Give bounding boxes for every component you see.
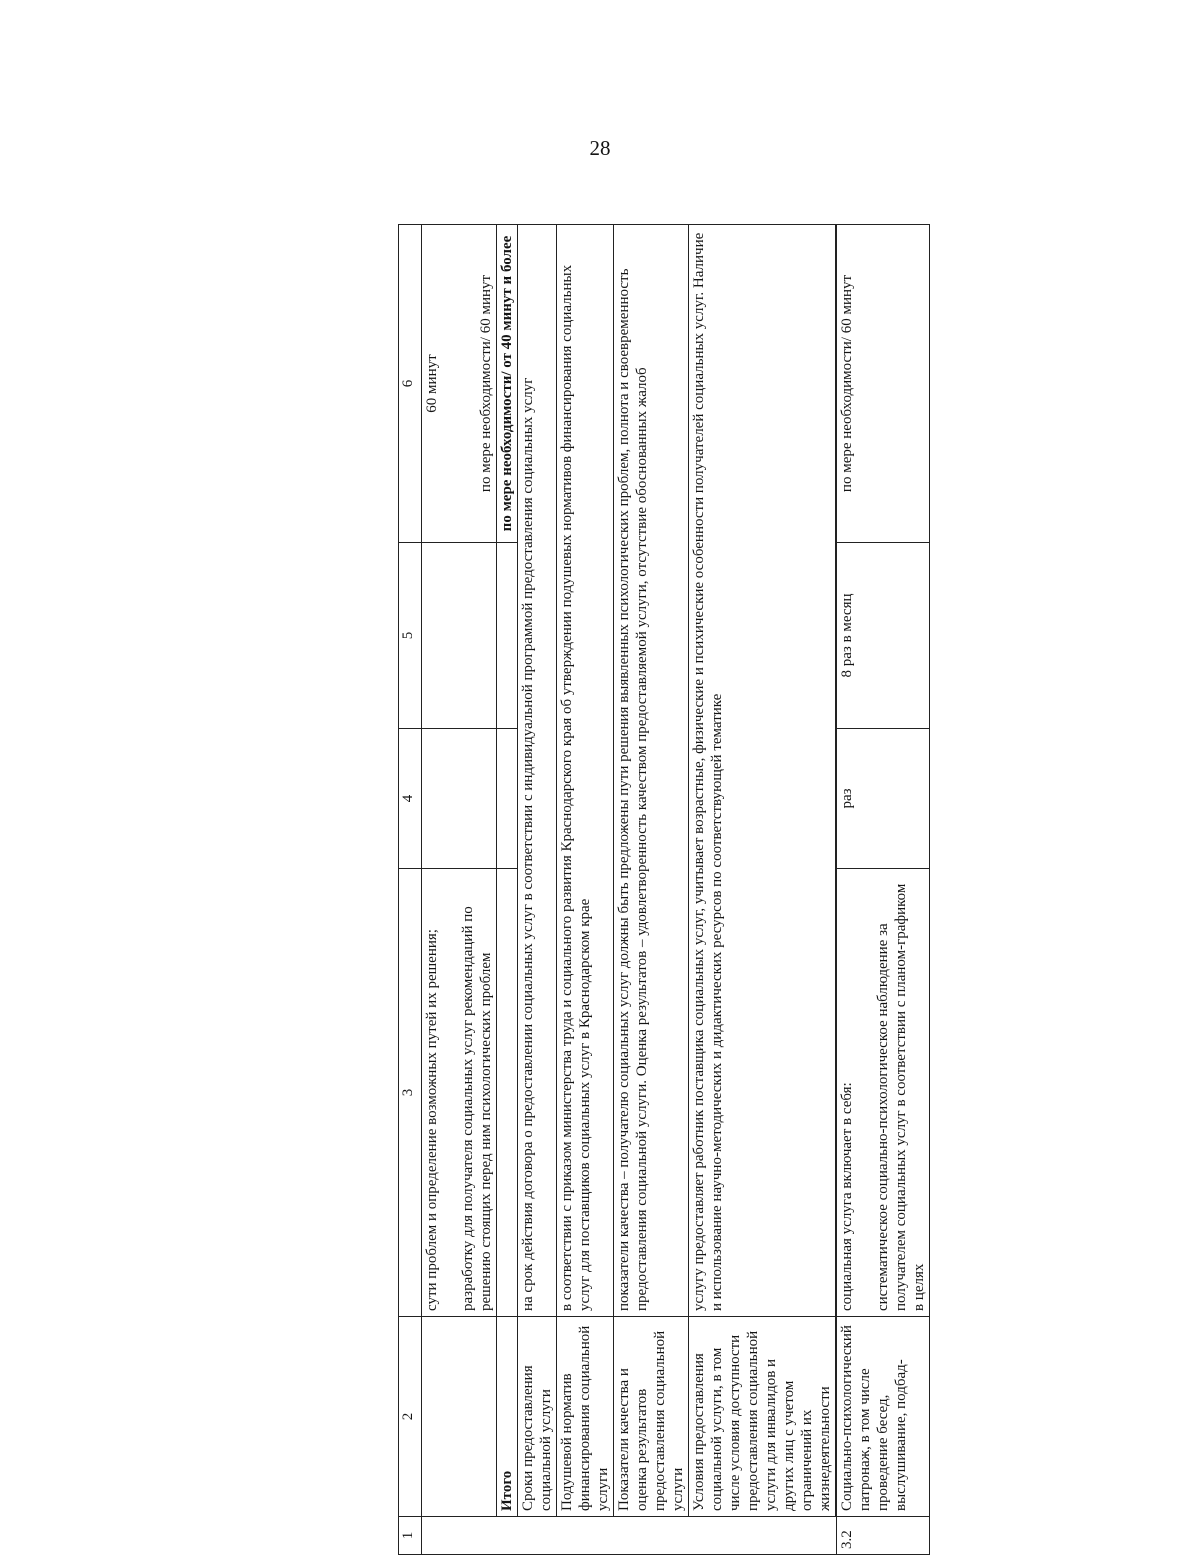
total-empty-3 — [497, 869, 518, 1317]
terms-label: Сроки предоставления социальной услуги — [518, 1317, 557, 1517]
table-row-solution — [422, 225, 497, 1555]
services-table — [398, 224, 930, 1555]
s32-content — [837, 869, 930, 1317]
cell-num-empty — [422, 1517, 837, 1555]
content-item-2: разработку для получателя социальных услуг рекомендаций по решению стоящих перед ним психологических проблем — [460, 906, 494, 1311]
terms-text: на срок действия договора о предоставлении социальных услуг в соответствии с индивидуальной программой предоставления социальных услуг — [518, 225, 557, 1317]
s32-time: по мере необходимости/ 60 минут — [837, 225, 930, 543]
header-col-5: 5 — [399, 543, 422, 729]
cell-label-empty — [422, 1317, 497, 1517]
header-row — [399, 225, 422, 1555]
header-col-4: 4 — [399, 729, 422, 869]
conditions-label: Условия предоставления социальной услуги, в том числе условия доступности предоставления социальной услуги для инвалидов и других лиц с учетом ограничений их жизнедеятельности — [689, 1317, 836, 1517]
total-empty-4 — [497, 729, 518, 869]
total-time: по мере необходимости/ от 40 минут и более — [497, 225, 518, 543]
cell-freq-empty — [422, 543, 497, 729]
header-col-1: 1 — [399, 1517, 422, 1555]
total-empty-5 — [497, 543, 518, 729]
header-col-3: 3 — [399, 869, 422, 1317]
table-row-norm — [557, 225, 614, 1555]
table-row-terms — [518, 225, 557, 1555]
rotated-table-container — [398, 225, 927, 1555]
header-col-2: 2 — [399, 1317, 422, 1517]
table-row-3-2 — [837, 225, 930, 1555]
norm-label: Подушевой норматив финансирования социальной услуги — [557, 1317, 614, 1517]
time-item-1: 60 минут — [424, 354, 440, 413]
conditions-text: услугу предоставляет работник поставщика социальных услуг, учитывает возрастные, физические и психические особенности получателей социальных услуг. Наличие и использование научно-методических и дидактических ресурсов по соответствующей тематике — [689, 225, 836, 1317]
s32-frequency: 8 раз в месяц — [837, 543, 930, 729]
cell-time — [422, 225, 497, 543]
cell-unit-empty — [422, 729, 497, 869]
total-label: Итого — [497, 1317, 518, 1517]
table-row-conditions — [689, 225, 836, 1555]
time-item-2: по мере необходимости/ 60 минут — [478, 274, 494, 493]
section-number: 3.2 — [837, 1517, 930, 1555]
norm-text: в соответствии с приказом министерства труда и социального развития Краснодарского края об утверждении подушевых нормативов финансирования социальных услуг для поставщиков социальных услуг в Краснодарском крае — [557, 225, 614, 1317]
s32-content-item-1: социальная услуга включает в себя: — [839, 1082, 855, 1311]
page-number: 28 — [589, 136, 611, 160]
quality-label: Показатели качества и оценка результатов предоставления социальной услуги — [614, 1317, 689, 1517]
s32-content-item-2: систематическое социально-психологическое наблюдение за получателем социальных услуг в соответствии с планом-графиком в целях — [875, 883, 927, 1311]
quality-text: показатели качества – получателю социальных услуг должны быть предложены пути решения выявленных психологических проблем, полнота и своевременность предоставления социальной услуги. Оценка результатов – удовлетворенность качеством предоставляемой услуги, отсутствие обоснованных жалоб — [614, 225, 689, 1317]
cell-service-content — [422, 869, 497, 1317]
s32-unit: раз — [837, 729, 930, 869]
content-item-1: сути проблем и определение возможных путей их решения; — [424, 929, 440, 1311]
s32-label: Социально-психологический патронаж, в том числе проведение бесед, выслушивание, подбад- — [837, 1317, 930, 1517]
table-row-quality — [614, 225, 689, 1555]
table-row-total — [497, 225, 518, 1555]
header-col-6: 6 — [399, 225, 422, 543]
